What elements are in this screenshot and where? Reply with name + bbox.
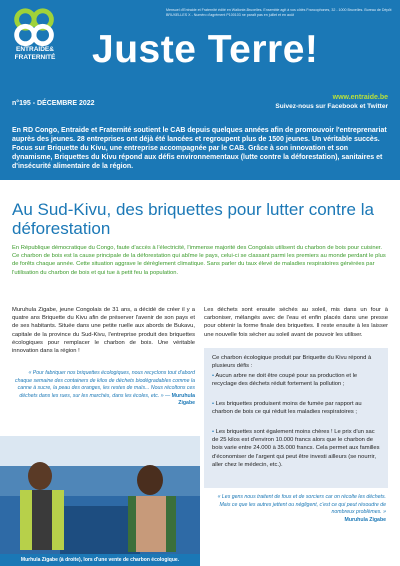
article-headline: Au Sud-Kivu, des briquettes pour lutter contre la déforestation: [12, 200, 374, 238]
photo-illustration: [0, 436, 200, 566]
benefits-box: [204, 348, 388, 488]
quote-one-author: Muruhula Zigabe: [171, 392, 195, 407]
benefit-item: • Aucun arbre ne doit être coupé pour sa production et le recyclage des déchets réduit fortement la pollution ;: [212, 373, 358, 388]
article-col-left: Muruhula Zigabe, jeune Congolais de 31 ans, a décidé de créer il y a quatre ans Briquette du Kivu afin de préserver l'avenir de son pays et de ses habitants. Située dans une petite ruelle aux abords de Bukavu, capitale de la province du Sud-Kivu, l'entreprise produit des briquettes écologiques pour remplacer le charbon de bois. Une véritable innovation dans la région !: [12, 307, 195, 355]
social-follow: Suivez-nous sur Facebook et Twitter: [275, 103, 388, 110]
benefit-text: Aucun arbre ne doit être coupé pour sa production et le recyclage des déchets réduit fortement la pollution ;: [212, 373, 358, 388]
benefit-item: • Les briquettes produisent moins de fumée par rapport au charbon de bois ce qui réduit les maladies respiratoires ;: [212, 401, 362, 416]
quote-one-text: « Pour fabriquer nos briquettes écologiques, nous recyclons tout d'abord chaque semaine des containers de kilos de déchets biodégradables comme la canne à sucre, la peau des oranges, les restes de maïs... Nous récoltons ces déchets dans les rues, sur les marchés, dans les écoles, etc. »: [15, 370, 195, 399]
logo-text: ENTRAIDE& FRATERNITÉ: [14, 46, 56, 61]
website-link[interactable]: www.entraide.be: [332, 94, 388, 101]
benefit-item: • Les briquettes sont également moins chères ! Le prix d'un sac de 25 kilos est d'environ 10.000 francs alors que le charbon de bois varie entre 24.000 à 35.000 francs. Cela permet aux familles d'économiser de l'argent qui peut être investi ailleurs (se nourrir, aller chez le médecin, etc.).: [212, 429, 380, 468]
quote-two: [210, 494, 386, 524]
article-lead: En République démocratique du Congo, faute d'accès à l'électricité, l'immense majorité des Congolais utilisent du charbon de bois pour cuisiner. Ce charbon de bois est la cause principale de la déforestation qui abîme le pays, celui-ci se classant parmi les premiers au monde perdant le plus de forêts chaque année. Cette situation aggrave le dérèglement climatique. Sans parler du taux élevé de maladies respiratoires générées par l'utilisation du charbon de bois et qui tue à petit feu la population.: [12, 245, 386, 276]
intro-text: En RD Congo, Entraide et Fraternité soutient le CAB depuis quelques années afin de promouvoir l'entreprenariat auprès des jeunes. 28 entreprises ont déjà été lancées et regroupent plus de 1500 jeunes. Un véritable succès. Focus sur Briquette du Kivu, une entreprise accompagnée par le CAB. Grâce à son innovation et son dynamisme, Briquettes du Kivu répond aux défis environnementaux (lutte contre la déforestation), sanitaires et d'insécurité alimentaire de la région.: [12, 127, 387, 170]
article-photo: [0, 436, 200, 566]
photo-caption: Murhula Zigabe (à droite), lors d'une vente de charbon écologique.: [0, 554, 200, 566]
publication-info: Mensuel d'Entraide et Fraternité édité en Wallonie-Bruxelles. Ensemble agit à vos côtés Francophones, 32 - 1000 Bruxelles. Bureau de Dépôt BRUXELLES X - Numéro d'agrément P100103 ne paraît pas en juillet et en août: [166, 8, 392, 17]
quote-two-text: « Les gens nous traitent de fous et de sorciers car on récolte les déchets. Mais ce que les autres jettent ou négligent, c'est ce qui peut résoudre de nombreux problèmes. »: [217, 494, 386, 516]
quote-two-author: Muruhula Zigabe: [344, 516, 386, 523]
issue-number: n°195 - DÉCEMBRE 2022: [12, 100, 95, 107]
benefits-intro: Ce charbon écologique produit par Briquette du Kivu répond à plusieurs défis :: [212, 355, 372, 370]
article-col-right: Les déchets sont ensuite séchés au soleil, mis dans un four à carboniser, mélangés avec de l'eau et enfin placés dans une presse pour obtenir la forme finale des briquettes. Il reste ensuite à les laisser une nouvelle fois sécher au soleil avant de pouvoir les utiliser.: [204, 307, 388, 338]
magazine-title: Juste Terre!: [92, 28, 319, 71]
benefit-text: Les briquettes produisent moins de fumée par rapport au charbon de bois ce qui réduit les maladies respiratoires ;: [212, 401, 362, 416]
header-banner: [0, 0, 400, 180]
quote-one: « Pour fabriquer nos briquettes écologiques, nous recyclons tout d'abord chaque semaine des containers de kilos de déchets biodégradables comme la canne à sucre, la peau des oranges, les restes de maïs... Nous récoltons ces déchets dans les rues, sur les marchés, dans les écoles, etc. » — Muruhula Zigabe: [15, 370, 195, 407]
benefit-text: Les briquettes sont également moins chères ! Le prix d'un sac de 25 kilos est d'environ 10.000 francs alors que le charbon de bois varie entre 24.000 à 35.000 francs. Cela permet aux familles d'économiser de l'argent qui peut être investi ailleurs (se nourrir, aller chez le médecin, etc.).: [212, 429, 380, 468]
